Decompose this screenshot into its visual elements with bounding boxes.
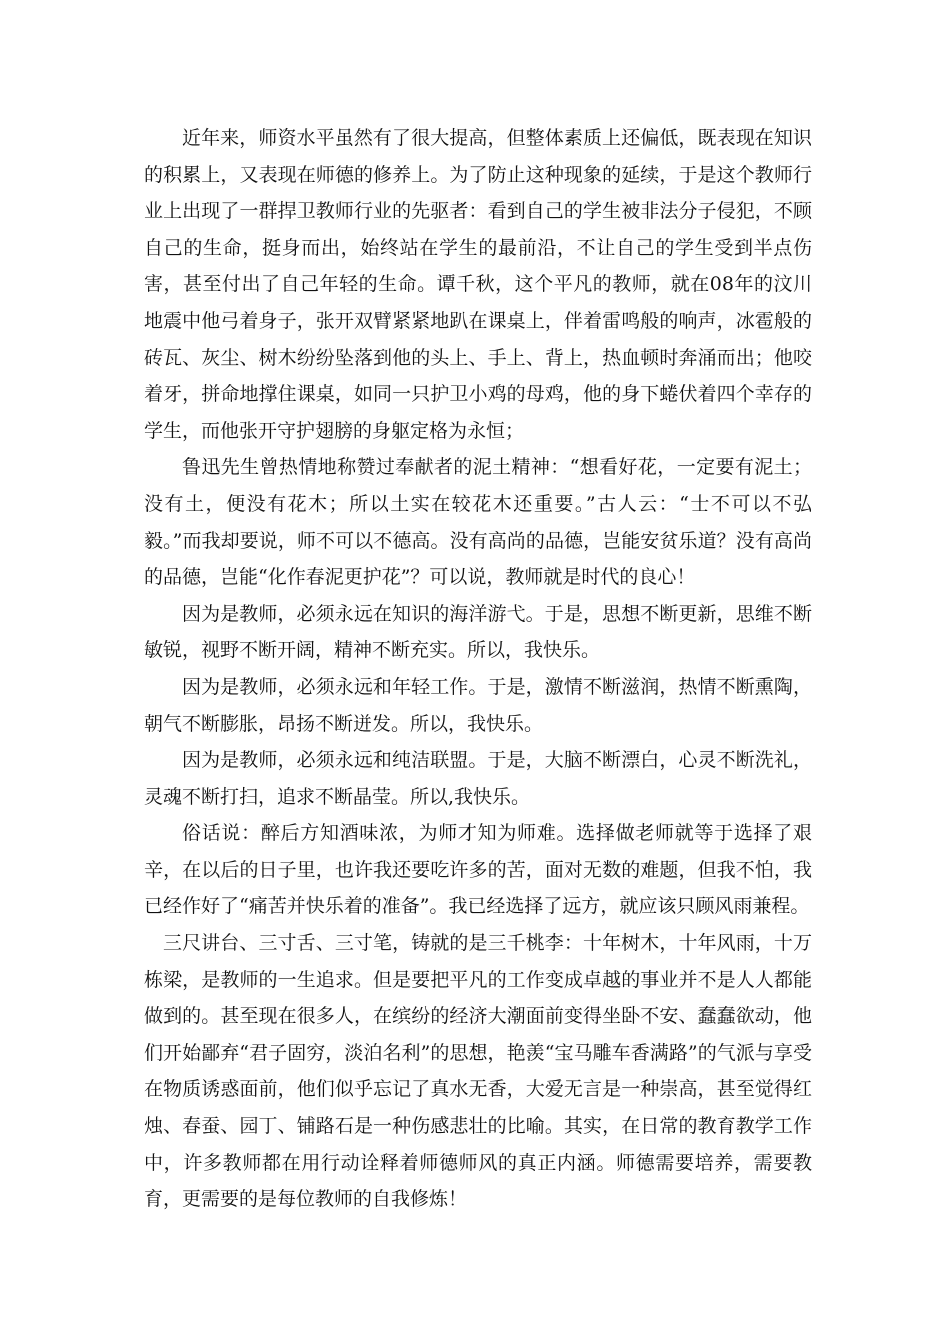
paragraph-proverb: 俗话说：醉后方知酒味浓，为师才知为师难。选择做老师就等于选择了艰辛，在以后的日子里，也许我还要吃许多的苦，面对无数的难题，但我不怕，我已经作好了“痛苦并快乐着的准备”。我已经选择了远方，就应该只顾风雨兼程。 xyxy=(144,822,812,918)
paragraph-three-feet-podium: 三尺讲台、三寸舌、三寸笔，铸就的是三千桃李：十年树木，十年风雨，十万栋梁，是教师的一生追求。但是要把平凡的工作变成卓越的事业并不是人人都能做到的。甚至现在很多人，在缤纷的经济大潮面前变得坐卧不安、蠢蠢欲动，他们开始鄙弃“君子固穷，淡泊名利”的思想，艳羡“宝马雕车香满路”的气派与享受在物质诱惑面前，他们似乎忘记了真水无香，大爱无言是一种崇高，甚至觉得红烛、春蚕、园丁、铺路石是一种伤感悲壮的比喻。其实，在日常的教育教学工作中，许多教师都在用行动诠释着师德师风的真正内涵。师德需要培养，需要教育，更需要的是每位教师的自我修炼！ xyxy=(144,932,812,1211)
paragraph-teacher-ethics-intro: 近年来，师资水平虽然有了很大提高，但整体素质上还偏低，既表现在知识的积累上，又表现在师德的修养上。为了防止这种现象的延续，于是这个教师行业上出现了一群捍卫教师行业的先驱者：看到自己的学生被非法分子侵犯，不顾自己的生命，挺身而出，始终站在学生的最前沿，不让自己的学生受到半点伤害，甚至付出了自己年轻的生命。谭千秋，这个平凡的教师，就在08年的汶川地震中他弓着身子，张开双臂紧紧地趴在课桌上，伴着雷鸣般的响声，冰雹般的砖瓦、灰尘、树木纷纷坠落到他的头上、手上、背上，热血顿时奔涌而出；他咬着牙，拼命地撑住课桌，如同一只护卫小鸡的母鸡，他的身下蜷伏着四个幸存的学生，而他张开守护翅膀的身躯定格为永恒； xyxy=(144,127,812,442)
paragraph-young-work: 因为是教师，必须永远和年轻工作。于是，激情不断滋润，热情不断熏陶，朝气不断膨胀，昂扬不断迸发。所以，我快乐。 xyxy=(144,675,812,735)
paragraph-purity-alliance: 因为是教师，必须永远和纯洁联盟。于是，大脑不断漂白，心灵不断洗礼，灵魂不断打扫，追求不断晶莹。所以,我快乐。 xyxy=(144,749,812,808)
paragraph-knowledge-ocean: 因为是教师，必须永远在知识的海洋游弋。于是，思想不断更新，思维不断敏锐，视野不断开阔，精神不断充实。所以，我快乐。 xyxy=(144,602,812,662)
document-body xyxy=(144,120,812,1218)
paragraph-lu-xun-quote: 鲁迅先生曾热情地称赞过奉献者的泥土精神：“想看好花，一定要有泥土；没有土，便没有花木；所以土实在较花木还重要。”古人云：“士不可以不弘毅。”而我却要说，师不可以不德高。没有高尚的品德，岂能安贫乐道？没有高尚的品德，岂能“化作春泥更护花”？可以说，教师就是时代的良心！ xyxy=(144,456,812,589)
